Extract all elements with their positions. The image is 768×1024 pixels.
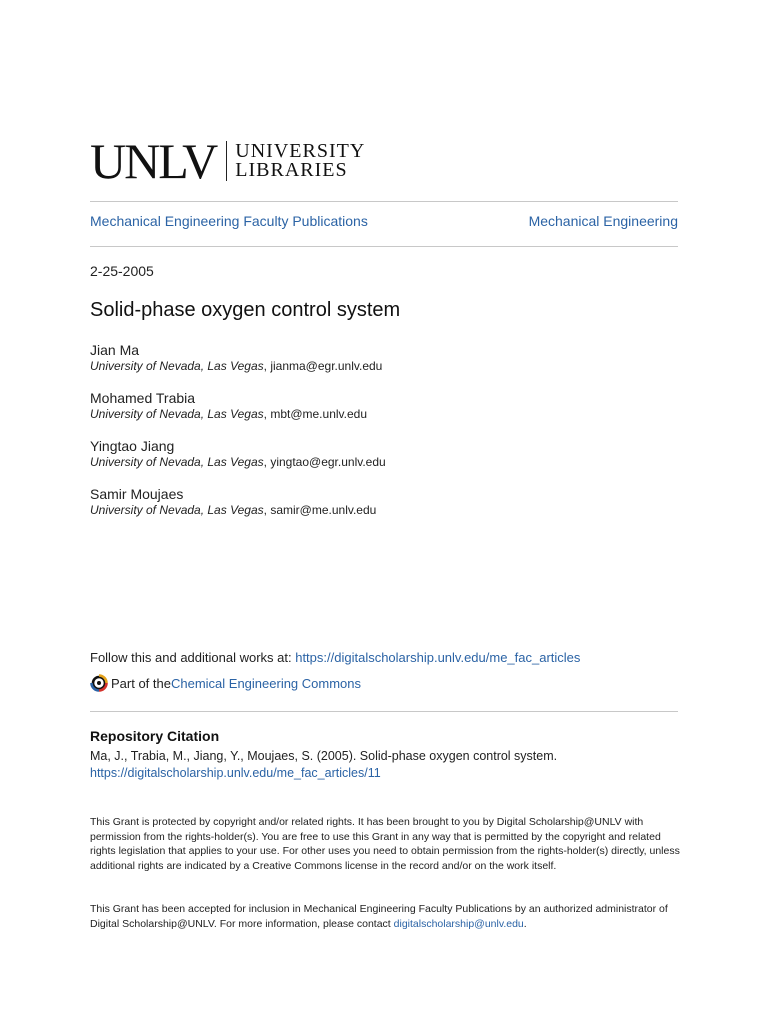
citation-text: Ma, J., Trabia, M., Jiang, Y., Moujaes, S. (2005). Solid-phase oxygen control system. bbox=[90, 749, 558, 763]
author-affiliation bbox=[90, 358, 678, 375]
logo-sub-text bbox=[235, 142, 365, 180]
copyright-notice: This Grant is protected by copyright and/or related rights. It has been brought to you by Digital Scholarship@UNLV with permission from the rights-holder(s). You are free to use this Grant in any way that is permitted by the copyright and related rights legislation that applies to your use. For other uses you need to obtain permission from the rights-holder(s) directly, unless additional rights are indicated by a Creative Commons license in the record and/or on the work itself. bbox=[90, 816, 680, 872]
part-of-line bbox=[90, 674, 361, 692]
logo-sub-line2: LIBRARIES bbox=[235, 159, 348, 181]
author-entry bbox=[90, 390, 678, 438]
author-affiliation bbox=[90, 502, 678, 519]
part-of-text: Part of the bbox=[111, 675, 171, 691]
author-email: , yingtao@egr.unlv.edu bbox=[263, 455, 386, 469]
logo-sub-line1: UNIVERSITY bbox=[235, 140, 366, 162]
document-title: Solid-phase oxygen control system bbox=[90, 299, 401, 321]
divider-nav bbox=[90, 246, 678, 247]
author-name: Yingtao Jiang bbox=[90, 438, 175, 454]
author-entry bbox=[90, 438, 678, 486]
network-commons-icon bbox=[90, 674, 108, 692]
author-email: , samir@me.unlv.edu bbox=[263, 503, 377, 517]
divider-citation bbox=[90, 711, 678, 712]
divider-top bbox=[90, 201, 678, 202]
author-name: Jian Ma bbox=[90, 342, 140, 358]
logo-separator bbox=[226, 141, 227, 181]
breadcrumb-nav bbox=[90, 213, 678, 229]
author-entry bbox=[90, 342, 678, 390]
citation-url-link[interactable]: https://digitalscholarship.unlv.edu/me_fac_articles/11 bbox=[90, 766, 381, 780]
collection-url-link[interactable]: https://digitalscholarship.unlv.edu/me_fac_articles bbox=[295, 650, 581, 665]
unlv-libraries-logo bbox=[90, 133, 366, 189]
commons-link[interactable]: Chemical Engineering Commons bbox=[170, 675, 362, 691]
follow-text: Follow this and additional works at: bbox=[90, 650, 296, 665]
inclusion-notice bbox=[90, 902, 680, 931]
author-institution: University of Nevada, Las Vegas bbox=[90, 455, 264, 469]
logo-main-text: UNLV bbox=[90, 133, 217, 189]
author-affiliation bbox=[90, 454, 678, 471]
author-email: , mbt@me.unlv.edu bbox=[263, 407, 367, 421]
author-affiliation bbox=[90, 406, 678, 423]
inclusion-end: . bbox=[523, 917, 527, 930]
author-institution: University of Nevada, Las Vegas bbox=[90, 503, 264, 517]
author-institution: University of Nevada, Las Vegas bbox=[90, 407, 264, 421]
department-link[interactable]: Mechanical Engineering bbox=[528, 213, 678, 229]
author-entry bbox=[90, 486, 678, 534]
author-name: Mohamed Trabia bbox=[90, 390, 196, 406]
author-email: , jianma@egr.unlv.edu bbox=[263, 359, 383, 373]
collection-link[interactable]: Mechanical Engineering Faculty Publications bbox=[90, 213, 368, 229]
inclusion-text: This Grant has been accepted for inclusion in Mechanical Engineering Faculty Publications by an authorized administrator of Digital Scholarship@UNLV. For more information, please contact bbox=[90, 903, 668, 930]
author-list bbox=[90, 342, 678, 534]
author-institution: University of Nevada, Las Vegas bbox=[90, 359, 264, 373]
repository-citation bbox=[90, 748, 678, 782]
author-name: Samir Moujaes bbox=[90, 486, 184, 502]
follow-line bbox=[90, 650, 580, 665]
publication-date: 2-25-2005 bbox=[90, 263, 154, 279]
contact-email-link[interactable]: digitalscholarship@unlv.edu bbox=[393, 917, 524, 930]
repository-citation-heading: Repository Citation bbox=[90, 728, 220, 744]
